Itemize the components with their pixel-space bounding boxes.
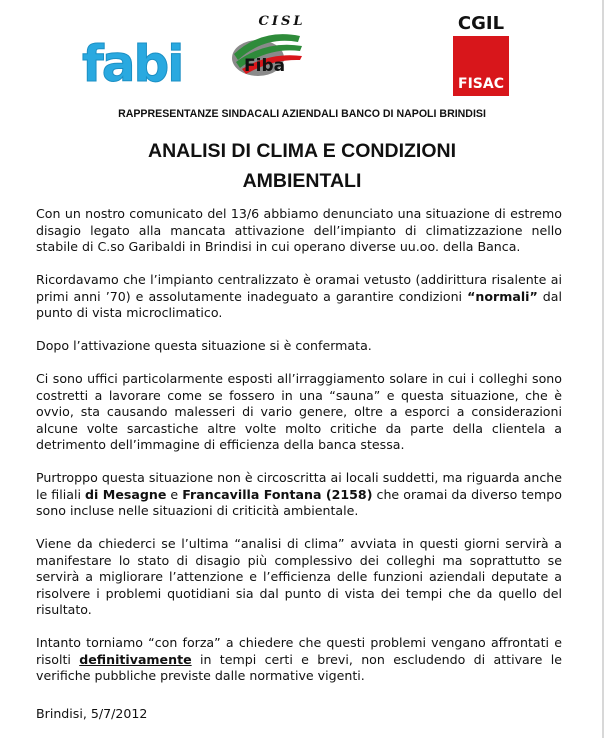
paragraph-3: Dopo l’attivazione questa situazione si è confermata. (36, 338, 372, 353)
document-title (0, 136, 604, 196)
paragraph-7-text-c: in tempi certi e brevi, non escludendo di attivare le verifiche pubbliche previste dalle normative vigenti. (36, 651, 562, 683)
cgil-fisac-logo (448, 14, 514, 98)
fiba-logo-text: Fiba (244, 56, 286, 76)
document-date: Brindisi, 5/7/2012 (36, 706, 148, 721)
paragraph-5-text-c: e (166, 486, 183, 502)
paragraph-5-bold-francavilla: Francavilla Fontana (2158) (182, 486, 373, 502)
paragraph-7-underlined-definitivamente: definitivamente (79, 651, 192, 667)
fabi-logo-text: fabi (82, 35, 183, 93)
paragraph-2 (36, 272, 562, 322)
paragraph-2-bold-normali: “normali” (467, 288, 538, 304)
document-body (36, 206, 562, 701)
paragraph-5-text-e: che oramai da diverso tempo sono incluse nelle situazioni di criticità ambientale. (36, 486, 562, 518)
paragraph-5-text-a: Purtroppo questa situazione non è circoscritta ai locali suddetti, ma riguarda anche le filiali (36, 470, 562, 502)
union-subheader: RAPPRESENTANZE SINDACALI AZIENDALI BANCO DI NAPOLI BRINDISI (118, 108, 486, 120)
cisl-logo-text: CISL (258, 14, 306, 29)
paragraph-5-bold-mesagne: di Mesagne (85, 486, 167, 502)
cisl-fiba-logo (222, 14, 312, 80)
paragraph-5 (36, 470, 562, 520)
paragraph-2-text-a: Ricordavamo che l’impianto centralizzato è oramai vetusto (addirittura risalente ai primi anni ’70) e assolutamente inadeguato a garantire condizioni (36, 272, 562, 304)
title-line-2: AMBIENTALI (242, 170, 362, 192)
cgil-logo-text: CGIL (457, 13, 505, 34)
fabi-logo (82, 32, 183, 96)
paragraph-7 (36, 635, 562, 685)
paragraph-4: Ci sono uffici particolarmente esposti all’irraggiamento solare in cui i colleghi sono costretti a lavorare come se fossero in una “sauna” e questa situazione, che è ovvio, sta causando malesseri di vario genere, oltre a esporci a considerazioni alcune volte sarcastiche altre volte molto critiche da parte della clientela a detrimento dell’immagine di efficienza della banca stessa. (36, 371, 562, 452)
paragraph-2-text-c: dal punto di vista microclimatico. (36, 288, 562, 320)
title-line-1: ANALISI DI CLIMA E CONDIZIONI (147, 140, 457, 162)
paragraph-7-text-a: Intanto torniamo “con forza” a chiedere che questi problemi vengano affrontati e risolti (36, 635, 562, 667)
fisac-logo-text: FISAC (458, 76, 504, 92)
paragraph-6: Viene da chiederci se l’ultima “analisi di clima” avviata in questi giorni servirà a manifestare lo stato di disagio più complessivo dei colleghi ma soprattutto se servirà a migliorare l’attenzione e l’efficienza delle funzioni aziendali deputate a risolvere i problemi quotidiani sia dal punto di vista dei tempi che da quello del risultato. (36, 536, 562, 617)
paragraph-1: Con un nostro comunicato del 13/6 abbiamo denunciato una situazione di estremo disagio legato alla mancata attivazione dell’impianto di climatizzazione nello stabile di C.so Garibaldi in Brindisi in cui operano diverse uu.oo. della Banca. (36, 206, 562, 254)
